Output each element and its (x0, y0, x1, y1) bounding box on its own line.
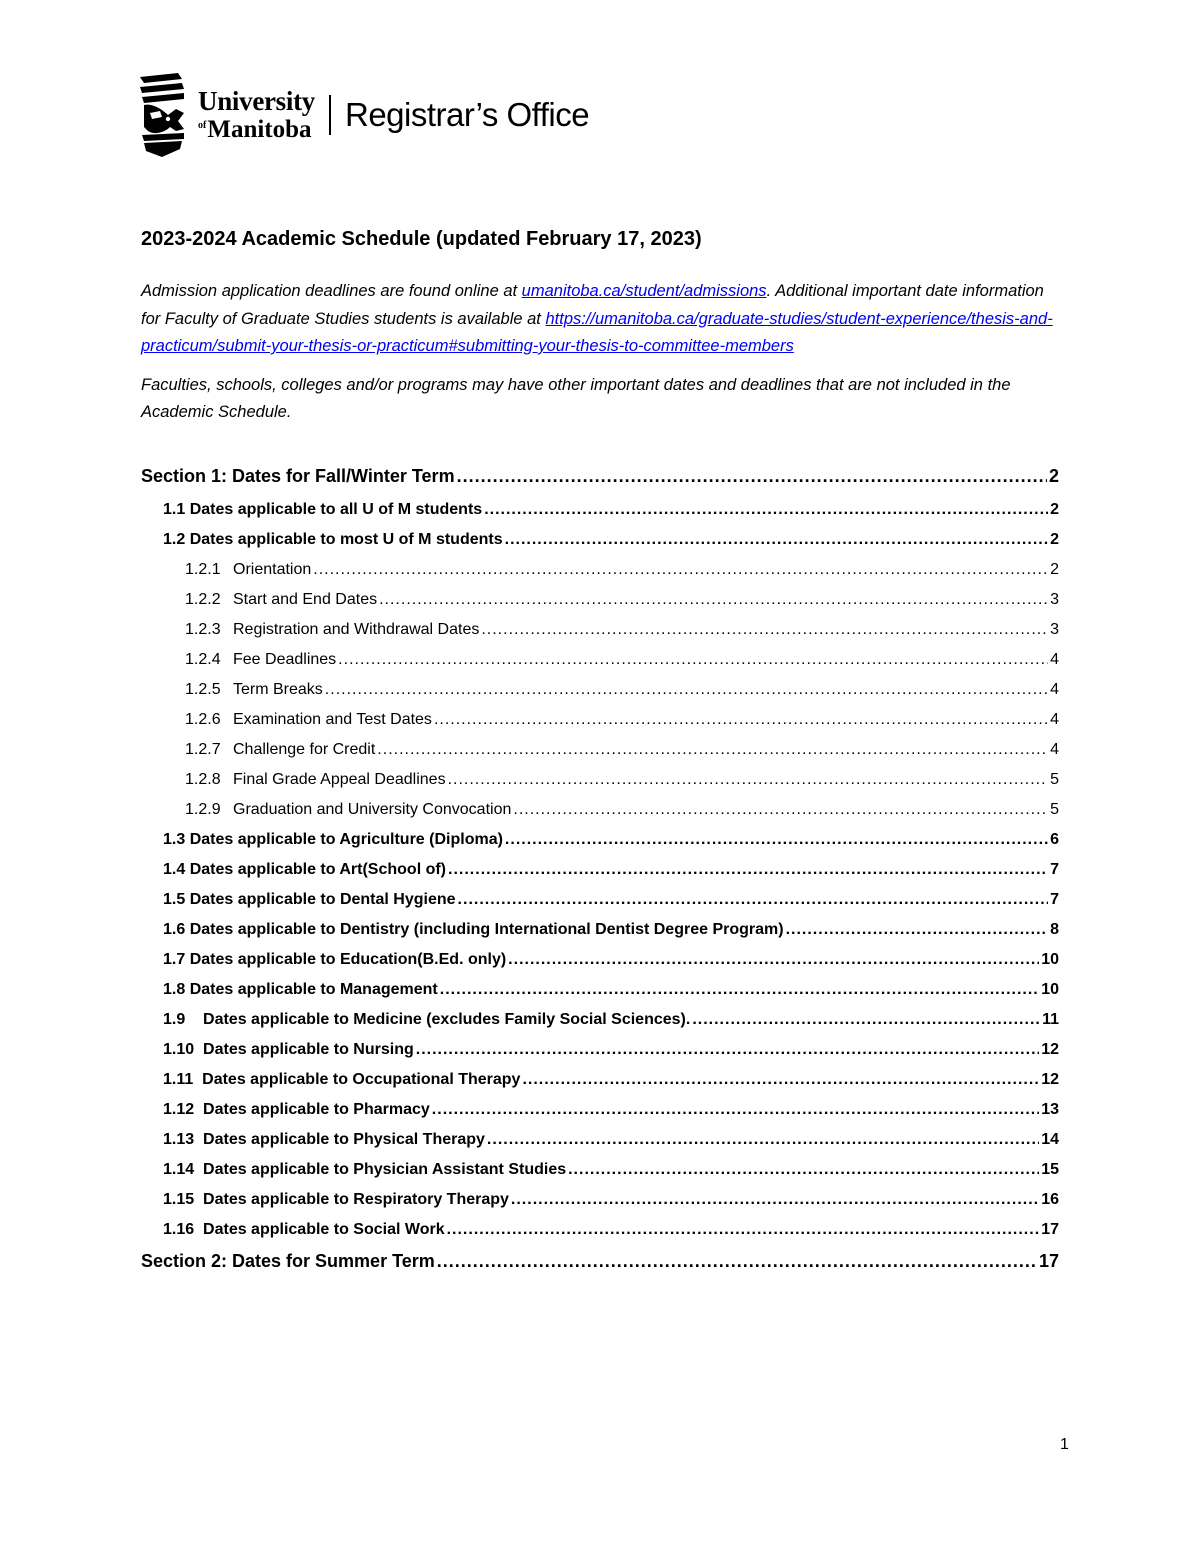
toc-entry-page: 12 (1041, 1071, 1059, 1088)
toc-entry-page: 16 (1041, 1191, 1059, 1208)
intro-text-1a: Admission application deadlines are found online at (141, 282, 522, 300)
toc-leader-dots (522, 1071, 1039, 1089)
university-logo (138, 72, 589, 158)
toc-entry-text: 1.11 Dates applicable to Occupational Therapy (163, 1071, 521, 1088)
toc-entry-page: 17 (1041, 1221, 1059, 1238)
toc-leader-dots (487, 1131, 1039, 1149)
toc-entry-number: 1.2.1 (185, 561, 221, 578)
toc-entry-text: 1.14 Dates applicable to Physician Assistant Studies (163, 1161, 567, 1178)
toc-entry[interactable] (163, 1101, 1059, 1119)
logo-divider (329, 95, 331, 135)
toc-leader-dots (447, 1221, 1040, 1239)
toc-entry-text: 1.12 Dates applicable to Pharmacy (163, 1101, 430, 1118)
toc-entry[interactable] (185, 651, 1059, 669)
toc-leader-dots (511, 1191, 1039, 1209)
toc-entry[interactable] (185, 561, 1059, 579)
toc-entry[interactable] (163, 1131, 1059, 1149)
wordmark-line2 (198, 117, 315, 142)
toc-entry-label (163, 1221, 445, 1239)
crest-icon (138, 73, 186, 157)
toc-entry-page: 17 (1038, 1251, 1059, 1271)
toc-entry-label (185, 621, 479, 639)
toc-entry-number: 1.2.5 (185, 681, 221, 698)
toc-entry-page: 10 (1041, 981, 1059, 998)
toc-leader-dots (440, 981, 1039, 999)
toc-leader-dots (484, 501, 1048, 519)
toc-entry-label (185, 771, 446, 789)
toc-leader-dots (338, 651, 1048, 669)
toc-entry-label (163, 1161, 566, 1179)
toc-leader-dots (786, 921, 1049, 939)
toc-entry-number: 1.2.8 (185, 771, 221, 788)
toc-entry[interactable] (185, 801, 1059, 819)
toc-entry[interactable] (163, 1161, 1059, 1179)
toc-entry-page: 12 (1041, 1041, 1059, 1058)
toc-entry-label (163, 1071, 520, 1089)
toc-leader-dots (692, 1011, 1040, 1029)
toc-entry[interactable] (185, 741, 1059, 759)
toc-entry-label (185, 651, 336, 669)
toc-entry[interactable] (163, 1011, 1059, 1029)
toc-leader-dots (377, 741, 1048, 759)
toc-entry-label (185, 801, 511, 819)
toc-entry-label (163, 1011, 690, 1029)
toc-entry[interactable] (185, 711, 1059, 729)
toc-entry-page: 2 (1050, 531, 1059, 548)
toc-entry-text: 1.15 Dates applicable to Respiratory Therapy (163, 1191, 509, 1208)
toc-entry[interactable] (185, 681, 1059, 699)
toc-entry-page: 4 (1050, 681, 1059, 698)
intro-paragraph-1 (141, 278, 1061, 361)
toc-entry-text: Term Breaks (233, 681, 323, 698)
toc-entry[interactable] (163, 921, 1059, 939)
toc-leader-dots (379, 591, 1048, 609)
toc-entry-text: Examination and Test Dates (233, 711, 432, 728)
university-wordmark (198, 88, 315, 142)
toc-entry-text: 1.7 Dates applicable to Education(B.Ed. only) (163, 951, 507, 968)
toc-entry-text: 1.3 Dates applicable to Agriculture (Diploma) (163, 831, 503, 848)
toc-entry[interactable] (163, 861, 1059, 879)
toc-entry[interactable] (163, 1221, 1059, 1239)
toc-entry-page: 14 (1041, 1131, 1059, 1148)
toc-entry[interactable] (185, 591, 1059, 609)
toc-leader-dots (448, 861, 1048, 879)
toc-leader-dots (505, 531, 1048, 549)
toc-entry-text: 1.2 Dates applicable to most U of M students (163, 531, 503, 548)
admissions-link[interactable]: umanitoba.ca/student/admissions (521, 282, 767, 300)
toc-entry-label (185, 561, 311, 579)
toc-entry-text: 1.1 Dates applicable to all U of M students (163, 501, 483, 518)
toc-entry[interactable] (163, 1191, 1059, 1209)
toc-entry-label (163, 921, 784, 939)
document-title: 2023-2024 Academic Schedule (updated February 17, 2023) (141, 228, 702, 250)
toc-entry-text: Orientation (233, 561, 312, 578)
toc-entry[interactable] (163, 501, 1059, 519)
toc-entry-label (185, 711, 432, 729)
toc-entry[interactable] (163, 981, 1059, 999)
wordmark-line1: University (198, 86, 315, 116)
toc-entry-text: Section 1: Dates for Fall/Winter Term (141, 466, 455, 486)
toc-entry-page: 5 (1050, 801, 1059, 818)
toc-entry-label (185, 741, 375, 759)
toc-entry-text: 1.13 Dates applicable to Physical Therapy (163, 1131, 485, 1148)
toc-entry-text: 1.8 Dates applicable to Management (163, 981, 438, 998)
toc-entry-page: 2 (1050, 561, 1059, 578)
toc-entry-text: 1.10 Dates applicable to Nursing (163, 1041, 414, 1058)
toc-entry-label (185, 591, 377, 609)
toc-leader-dots (458, 891, 1049, 909)
toc-entry-page: 5 (1050, 771, 1059, 788)
toc-entry[interactable] (163, 531, 1059, 549)
toc-entry-label (163, 861, 446, 879)
toc-entry-number: 1.2.4 (185, 651, 221, 668)
toc-leader-dots (508, 951, 1039, 969)
toc-entry-page: 4 (1050, 651, 1059, 668)
toc-entry[interactable] (163, 1041, 1059, 1059)
toc-leader-dots (568, 1161, 1039, 1179)
toc-entry-label (163, 1101, 430, 1119)
toc-entry-page: 10 (1041, 951, 1059, 968)
toc-leader-dots (505, 831, 1048, 849)
toc-entry-text: 1.9 Dates applicable to Medicine (excludes Family Social Sciences). (163, 1011, 691, 1028)
toc-entry-label (163, 1131, 485, 1149)
toc-entry-number: 1.2.7 (185, 741, 221, 758)
wordmark-of: of (198, 120, 207, 131)
toc-entry-page: 7 (1050, 891, 1059, 908)
toc-entry-label (141, 1251, 435, 1272)
toc-entry-text: Registration and Withdrawal Dates (233, 621, 480, 638)
toc-entry-page: 13 (1041, 1101, 1059, 1118)
toc-entry-label (163, 531, 503, 549)
toc-entry[interactable] (141, 1251, 1059, 1272)
intro-text (141, 278, 1061, 427)
toc-entry-number: 1.2.9 (185, 801, 221, 818)
toc-entry-text: 1.4 Dates applicable to Art(School of) (163, 861, 447, 878)
toc-entry-text: 1.6 Dates applicable to Dentistry (including International Dentist Degree Program) (163, 921, 784, 938)
toc-entry-page: 4 (1050, 741, 1059, 758)
toc-entry-text: Final Grade Appeal Deadlines (233, 771, 446, 788)
toc-entry-label (163, 1041, 414, 1059)
toc-entry-text: Fee Deadlines (233, 651, 337, 668)
toc-entry-number: 1.2.6 (185, 711, 221, 728)
toc-entry[interactable] (163, 951, 1059, 969)
toc-entry-page: 11 (1042, 1011, 1059, 1028)
toc-leader-dots (457, 466, 1047, 487)
toc-entry-page: 7 (1050, 861, 1059, 878)
toc-leader-dots (481, 621, 1048, 639)
toc-entry-page: 4 (1050, 711, 1059, 728)
toc-entry-label (185, 681, 323, 699)
toc-entry-page: 2 (1048, 466, 1059, 486)
wordmark-manitoba: Manitoba (207, 116, 312, 143)
toc-leader-dots (448, 771, 1049, 789)
toc-entry-label (163, 951, 506, 969)
intro-paragraph-2: Faculties, schools, colleges and/or programs may have other important dates and deadlines that are not included in the Academic Schedule. (141, 375, 1011, 421)
toc-entry-number: 1.2.2 (185, 591, 221, 608)
toc-entry[interactable] (141, 466, 1059, 487)
toc-entry-page: 8 (1050, 921, 1059, 938)
toc-entry-label (163, 1191, 509, 1209)
toc-leader-dots (325, 681, 1048, 699)
toc-leader-dots (437, 1251, 1037, 1272)
toc-entry-label (141, 466, 455, 487)
intro-text-1b: . Additional important date information for Faculty of Graduate Studies students is available at (141, 282, 1044, 328)
toc-entry-number: 1.2.3 (185, 621, 221, 638)
toc-entry-page: 2 (1050, 501, 1059, 518)
toc-entry-text: 1.16 Dates applicable to Social Work (163, 1221, 445, 1238)
toc-entry-page: 15 (1041, 1161, 1059, 1178)
toc-leader-dots (313, 561, 1048, 579)
toc-entry-text: Start and End Dates (233, 591, 378, 608)
toc-entry[interactable] (163, 1071, 1059, 1089)
toc-entry[interactable] (163, 891, 1059, 909)
toc-leader-dots (416, 1041, 1039, 1059)
page-number: 1 (1060, 1436, 1069, 1453)
toc-entry[interactable] (163, 831, 1059, 849)
toc-entry[interactable] (185, 771, 1059, 789)
toc-leader-dots (432, 1101, 1039, 1119)
toc-entry-text: 1.5 Dates applicable to Dental Hygiene (163, 891, 456, 908)
toc-entry-label (163, 501, 482, 519)
toc-entry-page: 3 (1050, 621, 1059, 638)
toc-entry-label (163, 831, 503, 849)
office-name: Registrar’s Office (344, 96, 590, 133)
toc-entry-page: 6 (1050, 831, 1059, 848)
toc-leader-dots (434, 711, 1048, 729)
toc-entry-label (163, 891, 456, 909)
toc-entry-label (163, 981, 438, 999)
toc-leader-dots (513, 801, 1048, 819)
toc-entry-text: Challenge for Credit (233, 741, 376, 758)
toc-entry-text: Section 2: Dates for Summer Term (141, 1251, 435, 1271)
toc-entry-text: Graduation and University Convocation (233, 801, 512, 818)
graduate-studies-link[interactable]: https://umanitoba.ca/graduate-studies/student-experience/thesis-and-practicum/submit-your-thesis-or-practicum#submitting-your-thesis-to-committee-members (141, 309, 1053, 355)
toc-entry[interactable] (185, 621, 1059, 639)
toc-entry-page: 3 (1050, 591, 1059, 608)
